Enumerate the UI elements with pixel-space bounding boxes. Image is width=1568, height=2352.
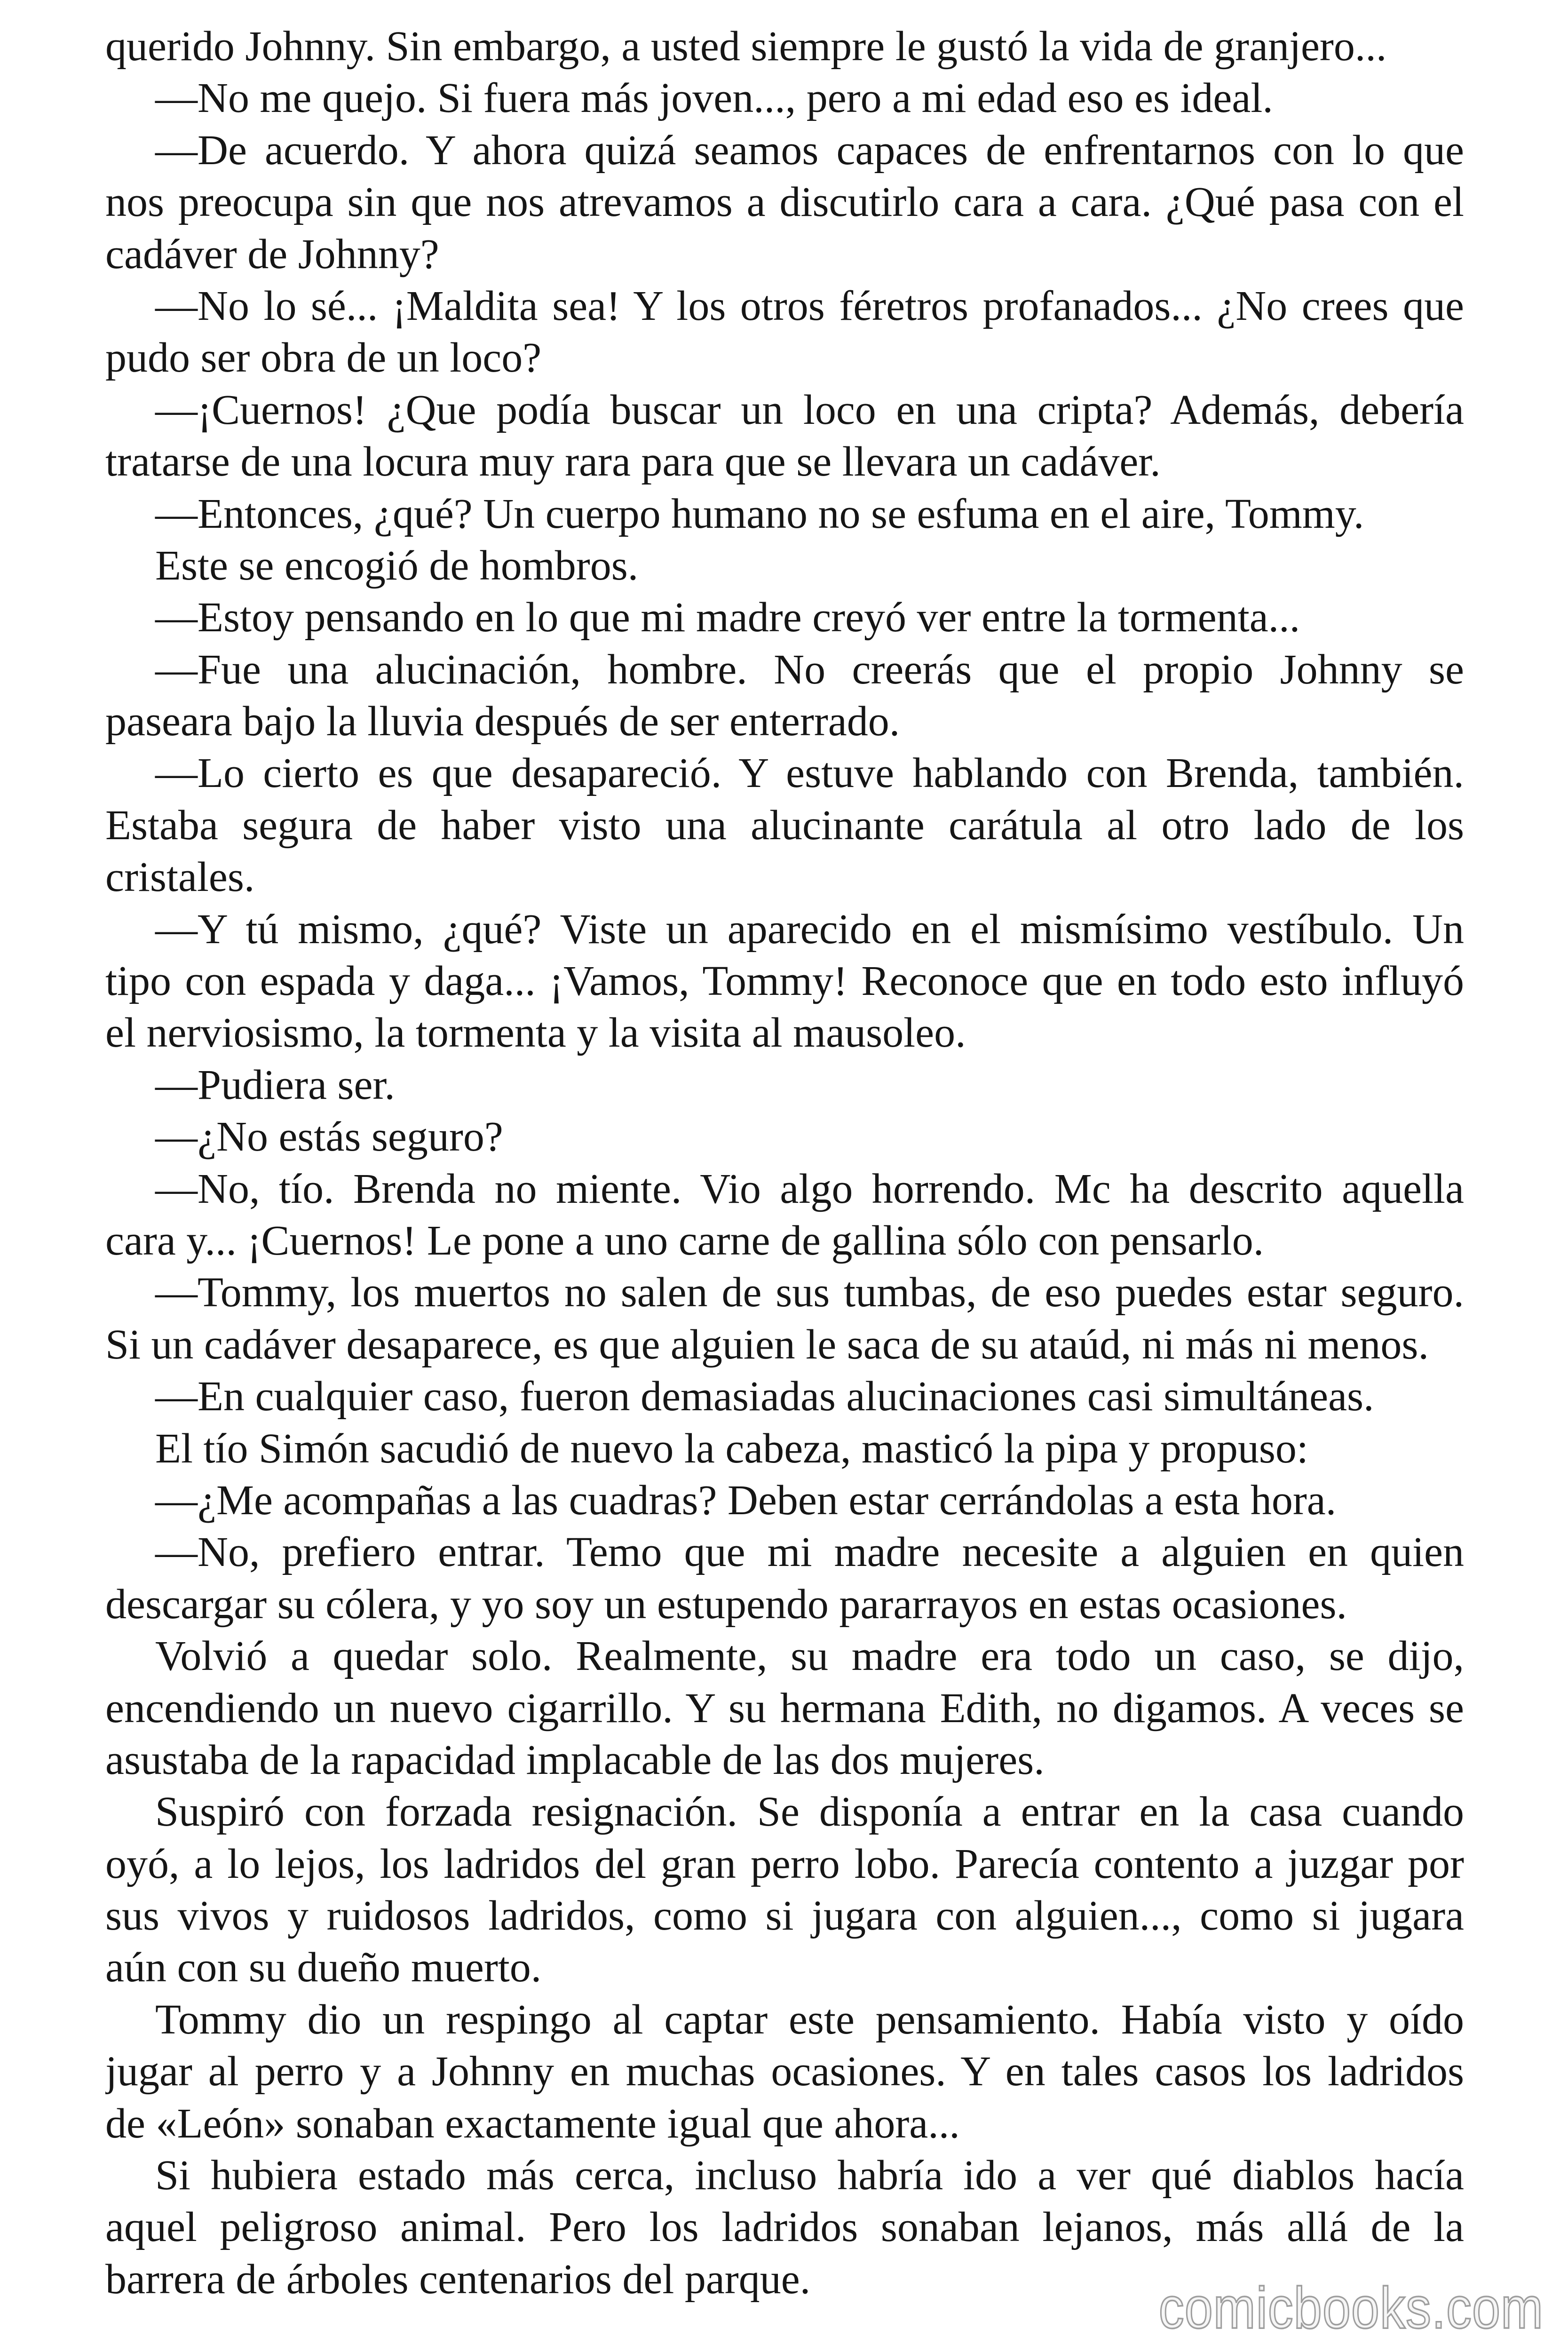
text-line: —Lo cierto es que desapareció. Y estuve hablando con Brenda, también. bbox=[155, 750, 1464, 797]
text-line: —De acuerdo. Y ahora quizá seamos capaces de enfrentarnos con lo que bbox=[155, 127, 1464, 174]
paragraph bbox=[105, 1994, 1464, 2150]
paragraph bbox=[105, 280, 1464, 384]
text-line: —¿Me acompañas a las cuadras? Deben estar cerrándolas a esta hora. bbox=[155, 1477, 1337, 1524]
text-line: cara y... ¡Cuernos! Le pone a uno carne de gallina sólo con pensarlo. bbox=[105, 1217, 1264, 1264]
text-line: sus vivos y ruidosos ladridos, como si jugara con alguien..., como si jugara bbox=[105, 1892, 1464, 1939]
paragraph bbox=[105, 1059, 1464, 1111]
text-line: oyó, a lo lejos, los ladridos del gran perro lobo. Parecía contento a juzgar por bbox=[105, 1840, 1464, 1887]
text-line: —Pudiera ser. bbox=[155, 1061, 395, 1108]
text-line: cristales. bbox=[105, 854, 255, 901]
text-line: —Entonces, ¿qué? Un cuerpo humano no se esfuma en el aire, Tommy. bbox=[155, 490, 1364, 537]
paragraph bbox=[105, 384, 1464, 488]
paragraph bbox=[105, 1630, 1464, 1786]
text-line: Suspiró con forzada resignación. Se disponía a entrar en la casa cuando bbox=[155, 1788, 1464, 1836]
text-line: pudo ser obra de un loco? bbox=[105, 334, 542, 381]
text-line: —No lo sé... ¡Maldita sea! Y los otros féretros profanados... ¿No crees que bbox=[155, 282, 1464, 329]
paragraph bbox=[105, 488, 1464, 540]
paragraph bbox=[105, 125, 1464, 280]
paragraph bbox=[105, 540, 1464, 592]
text-line: de «León» sonaban exactamente igual que ahora... bbox=[105, 2100, 960, 2147]
text-line: —No, tío. Brenda no miente. Vio algo horrendo. Mc ha descrito aquella bbox=[155, 1165, 1464, 1212]
text-line: Si hubiera estado más cerca, incluso habría ido a ver qué diablos hacía bbox=[155, 2152, 1464, 2199]
text-line: Volvió a quedar solo. Realmente, su madre era todo un caso, se dijo, bbox=[155, 1633, 1464, 1680]
text-line: aquel peligroso animal. Pero los ladridos sonaban lejanos, más allá de la bbox=[105, 2204, 1464, 2251]
text-line: —En cualquier caso, fueron demasiadas alucinaciones casi simultáneas. bbox=[155, 1373, 1374, 1420]
paragraph bbox=[105, 1267, 1464, 1371]
text-line: —Estoy pensando en lo que mi madre creyó ver entre la tormenta... bbox=[155, 594, 1300, 641]
paragraph bbox=[105, 1111, 1464, 1163]
text-line: Tommy dio un respingo al captar este pensamiento. Había visto y oído bbox=[155, 1996, 1464, 2043]
paragraph bbox=[105, 904, 1464, 1059]
text-line: jugar al perro y a Johnny en muchas ocasiones. Y en tales casos los ladridos bbox=[105, 2048, 1464, 2095]
paragraph bbox=[105, 1786, 1464, 1994]
body-text bbox=[105, 21, 1464, 2305]
text-line: —Y tú mismo, ¿qué? Viste un aparecido en el mismísimo vestíbulo. Un bbox=[155, 906, 1464, 953]
paragraph bbox=[105, 592, 1464, 644]
text-line: —No, prefiero entrar. Temo que mi madre necesite a alguien en quien bbox=[155, 1529, 1464, 1576]
paragraph bbox=[105, 1371, 1464, 1422]
paragraph bbox=[105, 644, 1464, 748]
text-line: —Fue una alucinación, hombre. No creerás que el propio Johnny se bbox=[155, 646, 1464, 693]
text-line: aún con su dueño muerto. bbox=[105, 1944, 542, 1991]
text-line: —¿No estás seguro? bbox=[155, 1113, 503, 1160]
paragraph bbox=[105, 1163, 1464, 1267]
text-line: encendiendo un nuevo cigarrillo. Y su hermana Edith, no digamos. A veces se bbox=[105, 1685, 1464, 1732]
text-line: descargar su cólera, y yo soy un estupendo pararrayos en estas ocasiones. bbox=[105, 1581, 1347, 1628]
text-line: El tío Simón sacudió de nuevo la cabeza, masticó la pipa y propuso: bbox=[155, 1425, 1308, 1472]
paragraph bbox=[105, 1526, 1464, 1630]
text-line: Estaba segura de haber visto una alucinante carátula al otro lado de los bbox=[105, 802, 1464, 849]
paragraph bbox=[105, 72, 1464, 124]
paragraph bbox=[105, 1423, 1464, 1475]
paragraph bbox=[105, 747, 1464, 903]
paragraph bbox=[105, 21, 1464, 72]
text-line: —¡Cuernos! ¿Que podía buscar un loco en una cripta? Además, debería bbox=[155, 386, 1464, 433]
text-line: tratarse de una locura muy rara para que se llevara un cadáver. bbox=[105, 438, 1161, 485]
paragraph bbox=[105, 1475, 1464, 1526]
text-line: el nerviosismo, la tormenta y la visita al mausoleo. bbox=[105, 1009, 966, 1057]
text-line: tipo con espada y daga... ¡Vamos, Tommy! Reconoce que en todo esto influyó bbox=[105, 958, 1464, 1005]
text-line: querido Johnny. Sin embargo, a usted siempre le gustó la vida de granjero... bbox=[105, 23, 1387, 70]
text-line: asustaba de la rapacidad implacable de las dos mujeres. bbox=[105, 1736, 1045, 1783]
text-line: —Tommy, los muertos no salen de sus tumbas, de eso puedes estar seguro. bbox=[155, 1269, 1464, 1316]
watermark: comicbooks.com bbox=[1158, 2275, 1544, 2341]
text-line: Si un cadáver desaparece, es que alguien le saca de su ataúd, ni más ni menos. bbox=[105, 1321, 1429, 1368]
text-line: —No me quejo. Si fuera más joven..., pero a mi edad eso es ideal. bbox=[155, 75, 1273, 122]
text-line: nos preocupa sin que nos atrevamos a discutirlo cara a cara. ¿Qué pasa con el bbox=[105, 179, 1464, 226]
text-line: paseara bajo la lluvia después de ser enterrado. bbox=[105, 698, 900, 745]
text-line: barrera de árboles centenarios del parque. bbox=[105, 2256, 811, 2303]
text-line: Este se encogió de hombros. bbox=[155, 542, 639, 589]
text-line: cadáver de Johnny? bbox=[105, 230, 439, 278]
